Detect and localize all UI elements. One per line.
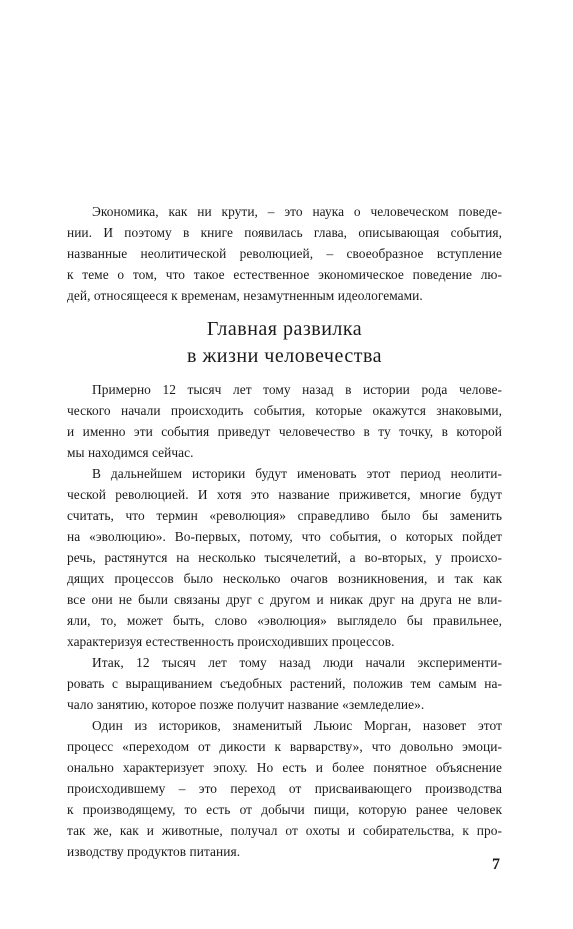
text-line: к производящему, то есть от добычи пищи, которую ранее человек: [67, 802, 502, 817]
text-line: названные неолитической революцией, – своеобразное вступление: [67, 246, 502, 261]
page-number: 7: [492, 856, 500, 873]
text-line: процесс «переходом от дикости к варварству», что довольно эмоци-: [67, 739, 502, 754]
text-line: характеризуя естественность происходивших процессов.: [67, 634, 395, 649]
text-line: ровать с выращиванием съедобных растений, положив тем самым на-: [67, 676, 502, 691]
text-line: изводству продуктов питания.: [67, 844, 241, 859]
text-line: все они не были связаны друг с другом и никак друг на друга не вли-: [67, 592, 502, 607]
text-line: и именно эти события приведут человечество в ту точку, в которой: [67, 424, 502, 439]
text-line: на «эволюцию». Во-первых, потому, что события, о которых пойдет: [67, 529, 502, 544]
text-line: ческого начали происходить события, которые окажутся знаковыми,: [67, 403, 502, 418]
text-line: дящих процессов было несколько очагов возникновения, и так как: [67, 571, 502, 586]
text-line: Экономика, как ни крути, – это наука о человеческом поведе-: [92, 204, 502, 219]
text-line: речь, растянутся на несколько тысячелетий, а во-вторых, у происхо-: [67, 550, 502, 565]
text-line: дей, относящееся к временам, незамутненным идеологемами.: [67, 288, 423, 303]
chapter-heading-line-2: в жизни человечества: [187, 345, 382, 367]
text-line: чало занятию, которое позже получит название «земледелие».: [67, 697, 425, 712]
text-line: ческой революцией. И хотя это название приживется, многие будут: [67, 487, 502, 502]
text-line: происходившему – это переход от присваивающего производства: [67, 781, 502, 796]
text-line: Примерно 12 тысяч лет тому назад в истории рода челове-: [92, 382, 502, 397]
text-line: так же, как и животные, получал от охоты и собирательства, к про-: [67, 823, 502, 838]
text-line: мы находимся сейчас.: [67, 445, 194, 460]
text-line: Один из историков, знаменитый Льюис Морган, назовет этот: [92, 718, 502, 733]
chapter-heading-line-1: Главная развилка: [206, 318, 363, 340]
text-line: В дальнейшем историки будут именовать этот период неолити-: [92, 466, 502, 481]
text-line: Итак, 12 тысяч лет тому назад люди начали эксперименти-: [92, 655, 502, 670]
text-line: яли, то, может быть, слово «эволюция» выглядело бы правильнее,: [67, 613, 502, 628]
text-line: к теме о том, что такое естественное экономическое поведение лю-: [67, 267, 502, 282]
text-line: считать, что термин «революция» справедливо было бы заменить: [67, 508, 502, 523]
text-line: онально характеризует эпоху. Но есть и более понятное объяснение: [67, 760, 502, 775]
text-line: нии. И поэтому в книге появилась глава, описывающая события,: [67, 225, 502, 240]
